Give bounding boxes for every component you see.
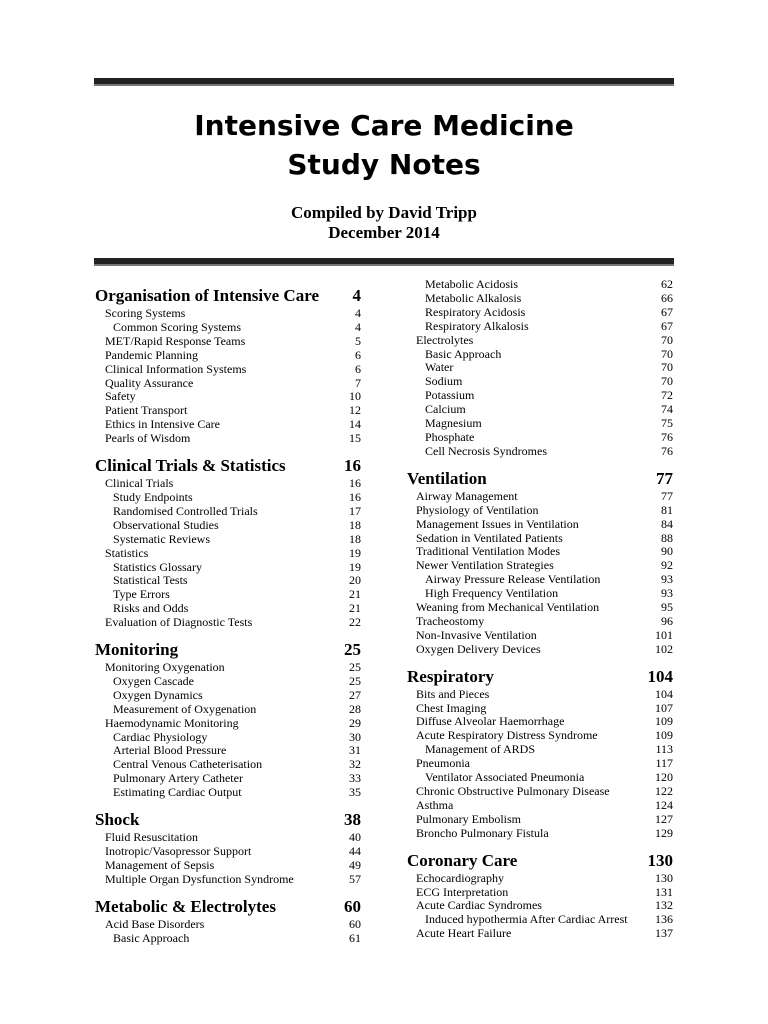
entry-page: 19 — [349, 545, 361, 560]
toc-entry — [407, 389, 673, 403]
toc-entry — [407, 445, 673, 459]
entry-title: Common Scoring Systems — [113, 319, 242, 334]
entry-title: Induced hypothermia After Cardiac Arrest — [425, 912, 628, 927]
toc-entry — [95, 561, 361, 575]
entry-title: Calcium — [425, 402, 466, 417]
entry-page: 113 — [655, 742, 673, 757]
toc-entry — [95, 675, 361, 689]
entry-page: 7 — [355, 375, 361, 390]
section-title: Metabolic & Electrolytes — [95, 896, 276, 916]
entry-page: 4 — [355, 319, 361, 334]
entry-page: 10 — [349, 389, 361, 404]
section-title: Ventilation — [407, 468, 487, 488]
toc-entry — [407, 504, 673, 518]
entry-page: 27 — [349, 687, 361, 702]
entry-title: Acid Base Disorders — [105, 916, 205, 931]
toc-entry — [95, 533, 361, 547]
entry-title: Inotropic/Vasopressor Support — [105, 844, 252, 858]
entry-title: Respiratory Acidosis — [425, 304, 526, 319]
toc-entry — [407, 417, 673, 431]
entry-page: 70 — [661, 346, 673, 361]
toc-entry — [407, 715, 673, 729]
section-title: Organisation of Intensive Care — [95, 286, 319, 305]
entry-title: Measurement of Oxygenation — [113, 701, 257, 716]
toc-entry — [95, 859, 361, 873]
entry-title: Airway Pressure Release Ventilation — [425, 572, 601, 587]
entry-title: Multiple Organ Dysfunction Syndrome — [105, 871, 294, 886]
entry-title: Non-Invasive Ventilation — [416, 627, 537, 642]
toc-entry — [95, 574, 361, 588]
toc-right-column — [407, 278, 673, 941]
entry-title: Chest Imaging — [416, 700, 487, 715]
toc-left-column — [95, 286, 361, 946]
toc-entry — [95, 731, 361, 745]
toc-entry — [407, 431, 673, 445]
bottom-rule — [94, 258, 674, 266]
toc-entry — [95, 307, 361, 321]
entry-title: Newer Ventilation Strategies — [416, 558, 554, 573]
entry-page: 81 — [661, 502, 673, 517]
entry-page: 66 — [661, 290, 673, 305]
entry-title: Monitoring Oxygenation — [105, 660, 225, 675]
toc-entry — [95, 377, 361, 391]
publication-date: December 2014 — [328, 223, 440, 242]
entry-title: Patient Transport — [105, 403, 188, 418]
toc-section-heading — [95, 456, 361, 476]
entry-title: Type Errors — [113, 587, 170, 602]
entry-title: Scoring Systems — [105, 306, 186, 320]
entry-title: Statistical Tests — [113, 573, 188, 588]
entry-title: Haemodynamic Monitoring — [105, 715, 239, 730]
entry-title: Respiratory Alkalosis — [425, 318, 529, 333]
entry-title: Acute Heart Failure — [416, 926, 512, 941]
toc-entry — [407, 927, 673, 941]
toc-entry — [407, 827, 673, 841]
toc-entry — [407, 899, 673, 913]
entry-page: 90 — [661, 544, 673, 559]
toc-section-heading — [95, 286, 361, 306]
entry-title: Pandemic Planning — [105, 347, 198, 362]
section-page: 60 — [344, 896, 361, 916]
toc-entry — [95, 689, 361, 703]
toc-entry — [95, 918, 361, 932]
entry-page: 22 — [349, 615, 361, 630]
entry-page: 130 — [655, 870, 673, 885]
entry-title: Traditional Ventilation Modes — [416, 544, 560, 559]
toc-entry — [95, 873, 361, 887]
entry-page: 109 — [655, 714, 673, 729]
toc-entry — [407, 306, 673, 320]
entry-title: Metabolic Acidosis — [425, 277, 518, 291]
entry-title: Pulmonary Embolism — [416, 811, 521, 826]
entry-page: 57 — [349, 871, 361, 886]
toc-entry — [95, 932, 361, 946]
entry-title: Clinical Trials — [105, 476, 174, 491]
toc-entry — [95, 758, 361, 772]
entry-title: Ethics in Intensive Care — [105, 417, 220, 432]
entry-title: Management of ARDS — [425, 742, 535, 757]
entry-title: Diffuse Alveolar Haemorrhage — [416, 714, 565, 729]
toc-entry — [407, 872, 673, 886]
entry-page: 84 — [661, 516, 673, 531]
entry-page: 124 — [655, 797, 673, 812]
toc-entry — [407, 799, 673, 813]
toc-entry — [407, 334, 673, 348]
entry-title: Basic Approach — [425, 346, 502, 361]
entry-title: Central Venous Catheterisation — [113, 757, 263, 772]
entry-page: 88 — [661, 530, 673, 545]
entry-title: Broncho Pulmonary Fistula — [416, 825, 549, 840]
toc-entry — [95, 335, 361, 349]
toc-entry — [95, 321, 361, 335]
entry-title: Asthma — [416, 797, 454, 812]
entry-title: Sodium — [425, 374, 463, 389]
toc-entry — [407, 292, 673, 306]
toc-entry — [407, 813, 673, 827]
entry-page: 35 — [349, 785, 361, 800]
entry-title: Arterial Blood Pressure — [113, 743, 227, 758]
entry-title: Evaluation of Diagnostic Tests — [105, 615, 253, 630]
entry-title: Statistics — [105, 545, 149, 560]
document-title: Intensive Care Medicine — [194, 109, 574, 142]
entry-page: 70 — [661, 374, 673, 389]
toc-entry — [407, 545, 673, 559]
entry-page: 16 — [349, 489, 361, 504]
entry-title: Pneumonia — [416, 756, 470, 771]
toc-entry — [95, 418, 361, 432]
toc-entry — [95, 432, 361, 446]
entry-page: 21 — [349, 601, 361, 616]
section-title: Clinical Trials & Statistics — [95, 456, 286, 476]
entry-title: Pulmonary Artery Catheter — [113, 771, 243, 786]
entry-page: 32 — [349, 757, 361, 772]
toc-entry — [407, 559, 673, 573]
entry-title: Pearls of Wisdom — [105, 431, 191, 446]
entry-title: Echocardiography — [416, 870, 504, 885]
section-page: 25 — [344, 640, 361, 660]
entry-title: Tracheostomy — [416, 613, 485, 628]
section-page: 77 — [656, 468, 673, 488]
entry-title: Sedation in Ventilated Patients — [416, 530, 563, 545]
entry-page: 33 — [349, 771, 361, 786]
entry-title: Potassium — [425, 388, 475, 403]
toc-entry — [407, 643, 673, 657]
entry-page: 104 — [655, 686, 673, 701]
entry-title: Metabolic Alkalosis — [425, 290, 522, 305]
section-title: Coronary Care — [407, 850, 518, 870]
top-rule — [94, 78, 674, 86]
entry-page: 20 — [349, 573, 361, 588]
entry-page: 75 — [661, 416, 673, 431]
section-title: Monitoring — [95, 640, 179, 660]
entry-title: Oxygen Dynamics — [113, 687, 203, 702]
toc-entry — [407, 886, 673, 900]
document-subtitle: Study Notes — [287, 148, 481, 181]
toc-entry — [407, 629, 673, 643]
entry-page: 40 — [349, 830, 361, 845]
entry-page: 44 — [349, 844, 361, 858]
entry-page: 76 — [661, 429, 673, 444]
toc-entry — [407, 601, 673, 615]
toc-entry — [407, 743, 673, 757]
entry-page: 96 — [661, 613, 673, 628]
toc-entry — [95, 616, 361, 630]
entry-title: Magnesium — [425, 416, 482, 431]
entry-page: 62 — [661, 277, 673, 291]
toc-entry — [95, 349, 361, 363]
entry-title: Water — [425, 360, 454, 375]
toc-entry — [407, 361, 673, 375]
entry-title: Safety — [105, 389, 136, 404]
entry-page: 67 — [661, 304, 673, 319]
toc-entry — [407, 348, 673, 362]
entry-page: 60 — [349, 916, 361, 931]
entry-page: 92 — [661, 558, 673, 573]
entry-page: 17 — [349, 503, 361, 518]
toc-entry — [95, 831, 361, 845]
entry-page: 131 — [655, 884, 673, 899]
toc-section-heading — [407, 851, 673, 871]
entry-title: Clinical Information Systems — [105, 361, 247, 376]
entry-page: 70 — [661, 360, 673, 375]
toc-entry — [95, 547, 361, 561]
entry-page: 70 — [661, 332, 673, 347]
entry-page: 120 — [655, 770, 673, 785]
toc-entry — [407, 573, 673, 587]
toc-entry — [407, 615, 673, 629]
entry-page: 31 — [349, 743, 361, 758]
toc-entry — [95, 519, 361, 533]
entry-page: 16 — [349, 476, 361, 491]
entry-page: 77 — [661, 488, 673, 503]
toc-section-heading — [95, 897, 361, 917]
toc-entry — [95, 491, 361, 505]
section-title: Shock — [95, 810, 140, 830]
toc-section-heading — [407, 469, 673, 489]
entry-page: 76 — [661, 443, 673, 458]
entry-title: Oxygen Delivery Devices — [416, 641, 541, 656]
toc-section-heading — [95, 640, 361, 660]
entry-title: Phosphate — [425, 429, 475, 444]
toc-entry — [407, 375, 673, 389]
entry-title: Chronic Obstructive Pulmonary Disease — [416, 784, 610, 798]
entry-page: 129 — [655, 825, 673, 840]
section-page: 130 — [647, 850, 673, 870]
toc-entry — [407, 913, 673, 927]
toc-section-heading — [407, 667, 673, 687]
entry-page: 29 — [349, 715, 361, 730]
toc-entry — [407, 403, 673, 417]
entry-title: Acute Respiratory Distress Syndrome — [416, 728, 598, 743]
entry-page: 67 — [661, 318, 673, 333]
entry-page: 21 — [349, 587, 361, 602]
entry-page: 93 — [661, 572, 673, 587]
entry-title: Estimating Cardiac Output — [113, 785, 242, 800]
entry-page: 93 — [661, 586, 673, 601]
toc-entry — [407, 532, 673, 546]
toc-entry — [95, 845, 361, 859]
entry-page: 18 — [349, 531, 361, 546]
entry-title: ECG Interpretation — [416, 884, 509, 899]
entry-title: Risks and Odds — [113, 601, 189, 616]
entry-title: Bits and Pieces — [416, 686, 490, 701]
entry-title: Cardiac Physiology — [113, 729, 208, 744]
entry-title: Cell Necrosis Syndromes — [425, 443, 547, 458]
entry-page: 6 — [355, 347, 361, 362]
entry-page: 12 — [349, 403, 361, 418]
entry-page: 109 — [655, 728, 673, 743]
toc-entry — [407, 785, 673, 799]
entry-title: Quality Assurance — [105, 375, 194, 390]
entry-page: 18 — [349, 517, 361, 532]
toc-entry — [407, 490, 673, 504]
entry-page: 136 — [655, 912, 673, 927]
section-page: 4 — [352, 286, 361, 305]
entry-page: 95 — [661, 600, 673, 615]
entry-title: Airway Management — [416, 488, 518, 503]
entry-page: 5 — [355, 333, 361, 348]
entry-title: Oxygen Cascade — [113, 673, 194, 688]
entry-page: 127 — [655, 811, 673, 826]
section-page: 16 — [344, 456, 361, 476]
entry-page: 122 — [655, 784, 673, 798]
toc-entry — [95, 661, 361, 675]
entry-page: 6 — [355, 361, 361, 376]
entry-page: 49 — [349, 857, 361, 872]
toc-entry — [95, 602, 361, 616]
entry-page: 28 — [349, 701, 361, 716]
toc-entry — [95, 390, 361, 404]
entry-title: Systematic Reviews — [113, 531, 210, 546]
section-page: 104 — [647, 666, 673, 686]
entry-title: Management Issues in Ventilation — [416, 516, 579, 531]
entry-page: 72 — [661, 388, 673, 403]
entry-page: 117 — [655, 756, 673, 771]
toc-section-heading — [95, 810, 361, 830]
toc-entry — [95, 744, 361, 758]
entry-title: High Frequency Ventilation — [425, 586, 559, 601]
entry-title: Acute Cardiac Syndromes — [416, 898, 542, 913]
toc-entry — [95, 588, 361, 602]
entry-page: 137 — [655, 926, 673, 941]
toc-entry — [407, 702, 673, 716]
toc-entry — [407, 729, 673, 743]
toc-entry — [95, 786, 361, 800]
toc-entry — [95, 477, 361, 491]
entry-page: 61 — [349, 930, 361, 945]
toc-entry — [95, 404, 361, 418]
section-title: Respiratory — [407, 666, 494, 686]
entry-page: 15 — [349, 431, 361, 446]
toc-entry — [407, 757, 673, 771]
entry-page: 107 — [655, 700, 673, 715]
toc-entry — [407, 320, 673, 334]
toc-entry — [407, 587, 673, 601]
entry-title: Study Endpoints — [113, 489, 193, 504]
entry-page: 74 — [661, 402, 673, 417]
entry-page: 102 — [655, 641, 673, 656]
entry-title: Physiology of Ventilation — [416, 502, 539, 517]
entry-page: 25 — [349, 660, 361, 675]
entry-title: Electrolytes — [416, 332, 474, 347]
entry-title: Randomised Controlled Trials — [113, 503, 258, 518]
entry-title: MET/Rapid Response Teams — [105, 333, 246, 348]
entry-page: 19 — [349, 559, 361, 574]
entry-title: Ventilator Associated Pneumonia — [425, 770, 585, 785]
entry-page: 14 — [349, 417, 361, 432]
toc-entry — [95, 505, 361, 519]
toc-entry — [95, 703, 361, 717]
entry-title: Statistics Glossary — [113, 559, 202, 574]
toc-entry — [407, 771, 673, 785]
compiled-by: Compiled by David Tripp — [291, 203, 477, 222]
entry-title: Fluid Resuscitation — [105, 830, 198, 845]
entry-page: 132 — [655, 898, 673, 913]
toc-entry — [95, 717, 361, 731]
toc-entry — [95, 772, 361, 786]
entry-title: Basic Approach — [113, 930, 190, 945]
entry-page: 101 — [655, 627, 673, 642]
toc-entry — [407, 278, 673, 292]
entry-page: 25 — [349, 673, 361, 688]
toc-entry — [407, 688, 673, 702]
entry-page: 4 — [355, 306, 361, 320]
entry-page: 30 — [349, 729, 361, 744]
entry-title: Observational Studies — [113, 517, 219, 532]
entry-title: Management of Sepsis — [105, 857, 215, 872]
section-page: 38 — [344, 810, 361, 830]
toc-entry — [407, 518, 673, 532]
toc-entry — [95, 363, 361, 377]
entry-title: Weaning from Mechanical Ventilation — [416, 600, 600, 615]
